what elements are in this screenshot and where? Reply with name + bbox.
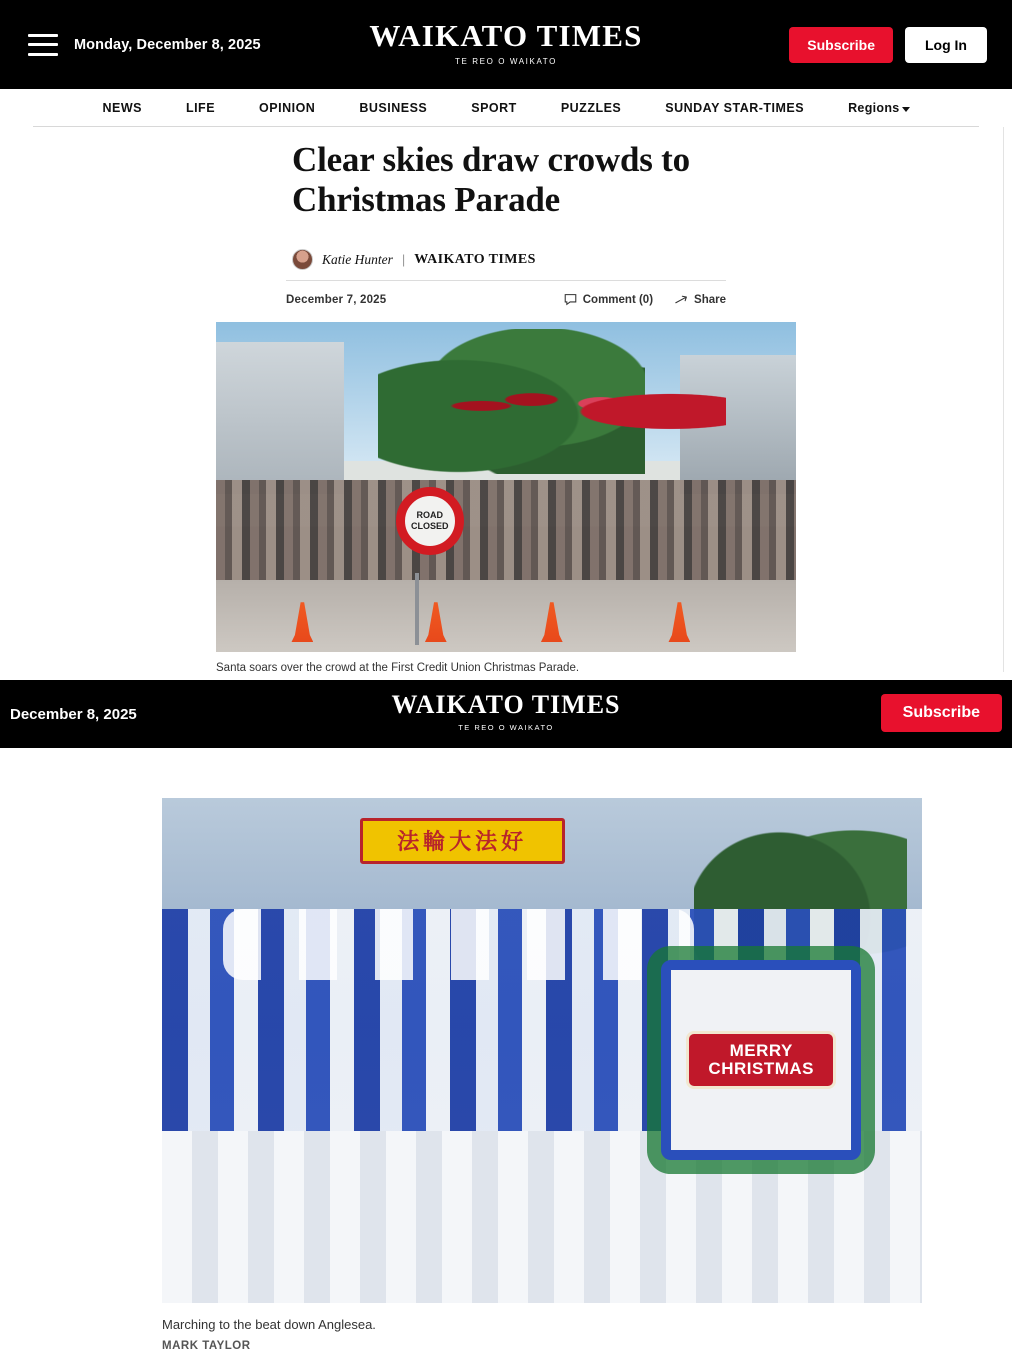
article: [0, 140, 1012, 692]
article-actions: [564, 293, 726, 306]
masthead-title: WAIKATO TIMES: [369, 18, 643, 53]
subscribe-button[interactable]: Subscribe: [789, 27, 893, 63]
avatar: [292, 249, 313, 270]
comment-button[interactable]: [564, 293, 653, 306]
road-closed-line2: CLOSED: [411, 521, 449, 532]
nav-list: [80, 101, 931, 115]
sticky-subscribe-button[interactable]: Subscribe: [881, 694, 1002, 732]
byline: [286, 249, 726, 270]
header-actions: [789, 27, 987, 63]
photo1-building-left: [216, 342, 344, 494]
marching-band-photo: [162, 798, 922, 1303]
photo2-hats: [223, 909, 694, 980]
share-button[interactable]: [675, 293, 726, 306]
drum-line2: CHRISTMAS: [708, 1058, 814, 1078]
sticky-date: December 8, 2025: [10, 705, 137, 723]
photo1-santa-sleigh: [448, 368, 726, 447]
byline-author[interactable]: Katie Hunter: [322, 251, 393, 267]
article-figure-2: [162, 798, 922, 1350]
masthead-subtitle: TE REO O WAIKATO: [455, 57, 557, 66]
page-title: Clear skies draw crowds to Christmas Parade: [292, 140, 690, 219]
nav-item-news[interactable]: NEWS: [102, 101, 142, 115]
figure2-caption: Marching to the beat down Anglesea.: [162, 1317, 376, 1332]
header-date: Monday, December 8, 2025: [74, 36, 261, 53]
nav-item-opinion[interactable]: OPINION: [259, 101, 316, 115]
comment-label: Comment (0): [582, 293, 654, 306]
main-navigation: [0, 89, 1012, 127]
drum-line1: MERRY: [729, 1040, 793, 1060]
photo2-banner: 法輪大法好: [360, 818, 565, 863]
figure1-caption: Santa soars over the crowd at the First Credit Union Christmas Parade.: [216, 662, 580, 675]
login-button[interactable]: Log In: [905, 27, 987, 63]
share-arrow-icon: [675, 293, 688, 306]
nav-item-puzzles[interactable]: PUZZLES: [560, 101, 622, 115]
figure2-credit: MARK TAYLOR: [162, 1340, 251, 1350]
sticky-masthead-subtitle: TE REO O WAIKATO: [458, 723, 554, 732]
nav-regions-label: Regions: [848, 101, 900, 115]
sticky-masthead: [0, 692, 1012, 732]
hamburger-menu-icon[interactable]: [28, 34, 58, 56]
byline-divider: [286, 280, 726, 281]
photo1-sign-pole: [415, 573, 419, 646]
byline-publication: WAIKATO TIMES: [414, 251, 536, 267]
nav-item-sport[interactable]: SPORT: [471, 101, 517, 115]
bass-drum: [661, 960, 861, 1160]
share-label: Share: [694, 293, 726, 306]
nav-item-life[interactable]: LIFE: [185, 101, 216, 115]
article-meta: [286, 293, 726, 306]
article-figure-1: [216, 322, 796, 692]
site-header: [0, 0, 1012, 89]
nav-item-sunday-star-times[interactable]: SUNDAY STAR-TIMES: [665, 101, 805, 115]
nav-divider: [33, 126, 979, 127]
byline-separator: |: [401, 252, 406, 268]
photo1-crowd: [216, 480, 796, 586]
article-date: December 7, 2025: [286, 293, 387, 306]
road-closed-line1: ROAD: [416, 509, 444, 520]
sticky-header-bar: [0, 680, 1012, 748]
road-closed-sign: [396, 487, 464, 555]
nav-item-regions[interactable]: [826, 101, 931, 115]
chevron-down-icon: [902, 107, 910, 112]
sticky-masthead-title: WAIKATO TIMES: [391, 690, 621, 719]
merry-christmas-plate: [686, 1031, 836, 1089]
parade-santa-photo: [216, 322, 796, 652]
comment-bubble-icon: [564, 293, 577, 306]
nav-item-business[interactable]: BUSINESS: [359, 101, 428, 115]
